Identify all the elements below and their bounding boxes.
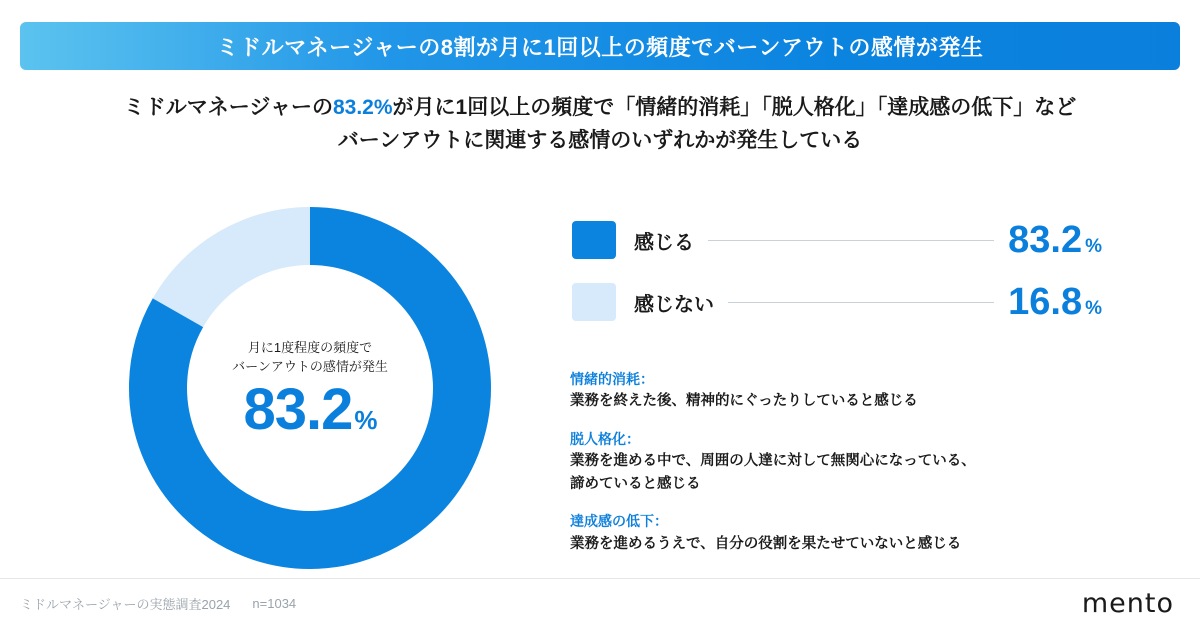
legend-value-yes xyxy=(1008,221,1102,259)
legend-item-yes xyxy=(572,216,1102,264)
definitions-list xyxy=(570,368,1130,570)
definition-emotional-exhaustion xyxy=(570,368,1130,414)
donut-svg xyxy=(120,198,500,578)
definition-description-line-2: 諦めていると感じる xyxy=(570,476,701,493)
legend-label-no: 感じない xyxy=(634,293,714,316)
footer-source: ミドルマネージャーの実態調査2024 xyxy=(20,597,231,612)
legend xyxy=(572,216,1102,340)
legend-label-yes: 感じる xyxy=(634,231,694,254)
lead-line-1-prefix: ミドルマネージャーの xyxy=(123,96,333,119)
header-banner xyxy=(20,22,1180,70)
definition-depersonalization xyxy=(570,428,1130,497)
donut-caption-line-1: 月に1度程度の頻度で xyxy=(247,339,373,355)
legend-rule-no xyxy=(728,302,994,303)
lead-line-1-suffix: が月に1回以上の頻度で「情緒的消耗」「脱人格化」「達成感の低下」など xyxy=(392,96,1077,119)
legend-item-no xyxy=(572,278,1102,326)
legend-value-unit-yes: % xyxy=(1085,236,1102,257)
mento-logo: mento xyxy=(1081,588,1174,619)
definition-description: 業務を進めるうえで、自分の役割を果たせていないと感じる xyxy=(570,535,962,552)
donut-value-number: 83.2 xyxy=(243,376,353,442)
legend-value-number-yes: 83.2 xyxy=(1008,219,1083,261)
legend-rule-yes xyxy=(708,240,994,241)
legend-value-unit-no: % xyxy=(1085,298,1102,319)
definition-term: 情緒的消耗： xyxy=(570,371,654,387)
donut-value-unit: % xyxy=(354,404,377,435)
donut-chart xyxy=(120,198,500,578)
lead-text xyxy=(0,92,1200,157)
footer-note xyxy=(20,594,296,613)
legend-swatch-yes xyxy=(572,221,616,259)
banner-title: ミドルマネージャーの8割が月に1回以上の頻度でバーンアウトの感情が発生 xyxy=(216,34,984,60)
definition-description-line-1: 業務を進める中で、周囲の人達に対して無関心になっている、 xyxy=(570,452,976,469)
definition-description: 業務を終えた後、精神的にぐったりしていると感じる xyxy=(570,393,918,410)
legend-swatch-no xyxy=(572,283,616,321)
legend-value-no xyxy=(1008,283,1102,321)
definition-term: 脱人格化： xyxy=(570,430,640,447)
definition-reduced-accomplishment xyxy=(570,510,1130,556)
lead-line-2: バーンアウトに関連する感情のいずれかが発生している xyxy=(337,128,863,152)
donut-caption-line-2: バーンアウトの感情が発生 xyxy=(232,359,388,374)
definition-term: 達成感の低下： xyxy=(570,513,668,530)
legend-value-number-no: 16.8 xyxy=(1008,281,1083,323)
footer-sample-size: n=1034 xyxy=(252,596,297,611)
footer-divider xyxy=(0,578,1200,579)
lead-line-1 xyxy=(0,92,1200,125)
lead-highlight-percent: 83.2% xyxy=(332,96,393,119)
